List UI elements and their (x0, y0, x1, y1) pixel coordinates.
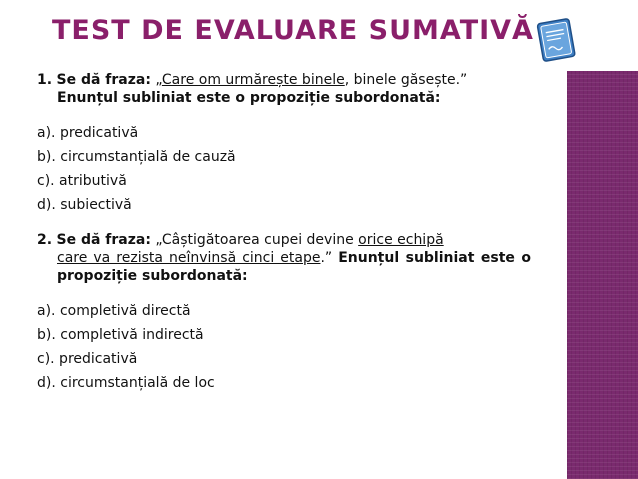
side-decoration-band (567, 71, 638, 479)
option-b[interactable]: b). completivă indirectă (37, 327, 204, 343)
sentence-rest: .” (320, 250, 333, 266)
option-a[interactable]: a). predicativă (37, 125, 139, 141)
question-number: 1. (37, 72, 53, 88)
question-prompt: Enunțul subliniat este o propoziție subordonată: (57, 90, 441, 106)
sentence-rest: , binele găsește.” (344, 72, 468, 88)
quote-open: „ (155, 232, 162, 248)
quiz-content (37, 71, 531, 409)
options-list-2 (37, 299, 531, 395)
option-d[interactable]: d). subiectivă (37, 197, 132, 213)
question-1 (37, 71, 531, 107)
option-a[interactable]: a). completivă directă (37, 303, 191, 319)
option-d[interactable]: d). circumstanțială de loc (37, 375, 215, 391)
option-c[interactable]: c). predicativă (37, 351, 138, 367)
question-2 (37, 231, 531, 285)
page-title: TEST DE EVALUARE SUMATIVĂ (52, 15, 534, 46)
option-c[interactable]: c). atributivă (37, 173, 127, 189)
options-list-1 (37, 121, 531, 217)
question-intro: Se dă fraza: (56, 72, 151, 88)
underlined-clause: Care om urmărește binele (161, 72, 345, 88)
question-number: 2. (37, 232, 53, 248)
question-prompt: Enunțul subliniat este o propoziție subordonată: (57, 250, 531, 284)
quote-open: „ (155, 72, 162, 88)
question-intro: Se dă fraza: (56, 232, 151, 248)
sentence-start: Câștigătoarea cupei devine (161, 232, 359, 248)
underlined-clause-part1: orice echipă (358, 232, 444, 248)
underlined-clause-part2: care va rezista neînvinsă cinci etape (57, 250, 321, 266)
certificate-document-icon (531, 14, 581, 64)
option-b[interactable]: b). circumstanțială de cauză (37, 149, 236, 165)
